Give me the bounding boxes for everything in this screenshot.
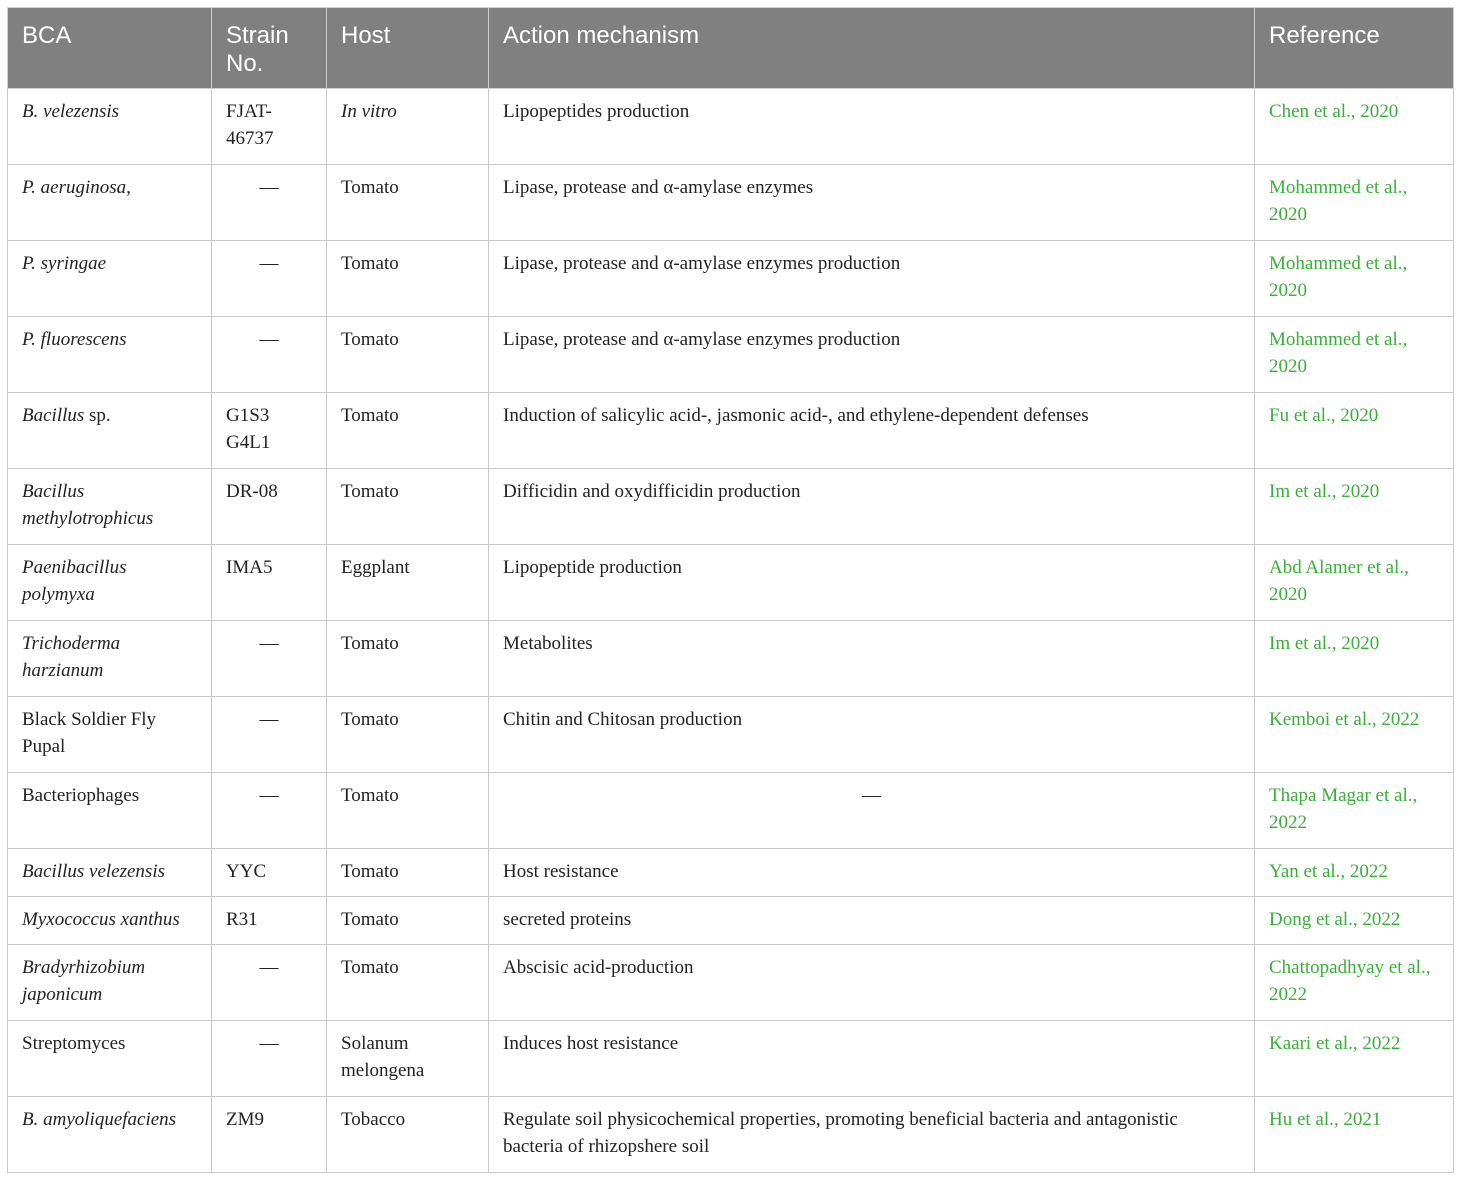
- strain-cell: —: [212, 241, 327, 317]
- bca-table: [7, 7, 1454, 1173]
- table-row: [8, 621, 1454, 697]
- mechanism-cell: Host resistance: [489, 849, 1255, 897]
- reference-link[interactable]: Kemboi et al., 2022: [1255, 697, 1454, 773]
- table-row: [8, 317, 1454, 393]
- mechanism-cell: —: [489, 773, 1255, 849]
- host-cell: Tomato: [327, 165, 489, 241]
- table-row: [8, 1021, 1454, 1097]
- reference-link[interactable]: Mohammed et al., 2020: [1255, 165, 1454, 241]
- host-cell: Tomato: [327, 897, 489, 945]
- strain-cell: YYC: [212, 849, 327, 897]
- strain-line: G1S3: [226, 405, 270, 426]
- strain-cell: —: [212, 1021, 327, 1097]
- bca-cell: Black Soldier Fly Pupal: [8, 697, 212, 773]
- bca-cell: P. aeruginosa,: [8, 165, 212, 241]
- strain-line: G4L1: [226, 432, 271, 453]
- mechanism-cell: Lipase, protease and α-amylase enzymes production: [489, 317, 1255, 393]
- header-bca: BCA: [8, 8, 212, 89]
- strain-cell: —: [212, 945, 327, 1021]
- mechanism-cell: Induces host resistance: [489, 1021, 1255, 1097]
- mechanism-cell: Lipopeptides production: [489, 89, 1255, 165]
- mechanism-cell: Lipase, protease and α-amylase enzymes: [489, 165, 1255, 241]
- strain-cell: FJAT-46737: [212, 89, 327, 165]
- reference-link[interactable]: Chen et al., 2020: [1255, 89, 1454, 165]
- bca-cell: Bradyrhizobium japonicum: [8, 945, 212, 1021]
- host-cell: Tomato: [327, 393, 489, 469]
- table-row: [8, 241, 1454, 317]
- bca-cell: Bacillus velezensis: [8, 849, 212, 897]
- reference-link[interactable]: Abd Alamer et al., 2020: [1255, 545, 1454, 621]
- table-row: [8, 545, 1454, 621]
- strain-cell: —: [212, 697, 327, 773]
- strain-cell: ZM9: [212, 1097, 327, 1173]
- reference-link[interactable]: Thapa Magar et al., 2022: [1255, 773, 1454, 849]
- strain-cell: —: [212, 621, 327, 697]
- mechanism-cell: Lipase, protease and α-amylase enzymes production: [489, 241, 1255, 317]
- table-row: [8, 773, 1454, 849]
- table-row: [8, 469, 1454, 545]
- table-header: [8, 8, 1454, 89]
- reference-link[interactable]: Mohammed et al., 2020: [1255, 241, 1454, 317]
- strain-cell: —: [212, 165, 327, 241]
- strain-cell: —: [212, 773, 327, 849]
- table-row: [8, 897, 1454, 945]
- table-row: [8, 697, 1454, 773]
- table-row: [8, 1097, 1454, 1173]
- host-cell: Tomato: [327, 621, 489, 697]
- table-container: [7, 7, 1453, 1173]
- reference-link[interactable]: Fu et al., 2020: [1255, 393, 1454, 469]
- bca-cell: B. amyoliquefaciens: [8, 1097, 212, 1173]
- bca-cell: P. syringae: [8, 241, 212, 317]
- strain-cell: —: [212, 317, 327, 393]
- host-cell: Tomato: [327, 945, 489, 1021]
- mechanism-cell: Difficidin and oxydifficidin production: [489, 469, 1255, 545]
- header-mechanism: Action mechanism: [489, 8, 1255, 89]
- reference-link[interactable]: Kaari et al., 2022: [1255, 1021, 1454, 1097]
- bca-suffix: sp.: [84, 405, 111, 426]
- table-row: [8, 165, 1454, 241]
- reference-link[interactable]: Hu et al., 2021: [1255, 1097, 1454, 1173]
- strain-cell: R31: [212, 897, 327, 945]
- host-cell: Eggplant: [327, 545, 489, 621]
- bca-cell: Myxococcus xanthus: [8, 897, 212, 945]
- reference-link[interactable]: Chattopadhyay et al., 2022: [1255, 945, 1454, 1021]
- host-cell: Tobacco: [327, 1097, 489, 1173]
- reference-link[interactable]: Im et al., 2020: [1255, 621, 1454, 697]
- host-cell: Tomato: [327, 773, 489, 849]
- host-cell: Tomato: [327, 241, 489, 317]
- header-reference: Reference: [1255, 8, 1454, 89]
- host-cell: Tomato: [327, 317, 489, 393]
- bca-cell: Bacteriophages: [8, 773, 212, 849]
- bca-cell: P. fluorescens: [8, 317, 212, 393]
- table-body: [8, 89, 1454, 1173]
- mechanism-cell: secreted proteins: [489, 897, 1255, 945]
- reference-link[interactable]: Im et al., 2020: [1255, 469, 1454, 545]
- strain-cell: [212, 393, 327, 469]
- host-cell: Tomato: [327, 469, 489, 545]
- host-cell: In vitro: [327, 89, 489, 165]
- reference-link[interactable]: Mohammed et al., 2020: [1255, 317, 1454, 393]
- bca-cell: Paenibacillus polymyxa: [8, 545, 212, 621]
- header-host: Host: [327, 8, 489, 89]
- mechanism-cell: Chitin and Chitosan production: [489, 697, 1255, 773]
- bca-cell: Trichoderma harzianum: [8, 621, 212, 697]
- host-cell: Solanum melongena: [327, 1021, 489, 1097]
- host-cell: Tomato: [327, 849, 489, 897]
- header-strain: Strain No.: [212, 8, 327, 89]
- table-row: [8, 393, 1454, 469]
- mechanism-cell: Abscisic acid-production: [489, 945, 1255, 1021]
- strain-cell: DR-08: [212, 469, 327, 545]
- mechanism-cell: Metabolites: [489, 621, 1255, 697]
- bca-cell: B. velezensis: [8, 89, 212, 165]
- bca-genus: Bacillus: [22, 405, 85, 426]
- bca-cell: Bacillus methylotrophicus: [8, 469, 212, 545]
- bca-cell: Streptomyces: [8, 1021, 212, 1097]
- mechanism-cell: Regulate soil physicochemical properties, promoting beneficial bacteria and antagonistic bacteria of rhizopshere soil: [489, 1097, 1255, 1173]
- table-row: [8, 89, 1454, 165]
- host-cell: Tomato: [327, 697, 489, 773]
- reference-link[interactable]: Dong et al., 2022: [1255, 897, 1454, 945]
- strain-cell: IMA5: [212, 545, 327, 621]
- mechanism-cell: Lipopeptide production: [489, 545, 1255, 621]
- table-row: [8, 945, 1454, 1021]
- reference-link[interactable]: Yan et al., 2022: [1255, 849, 1454, 897]
- table-row: [8, 849, 1454, 897]
- mechanism-cell: Induction of salicylic acid-, jasmonic acid-, and ethylene-dependent defenses: [489, 393, 1255, 469]
- bca-cell: [8, 393, 212, 469]
